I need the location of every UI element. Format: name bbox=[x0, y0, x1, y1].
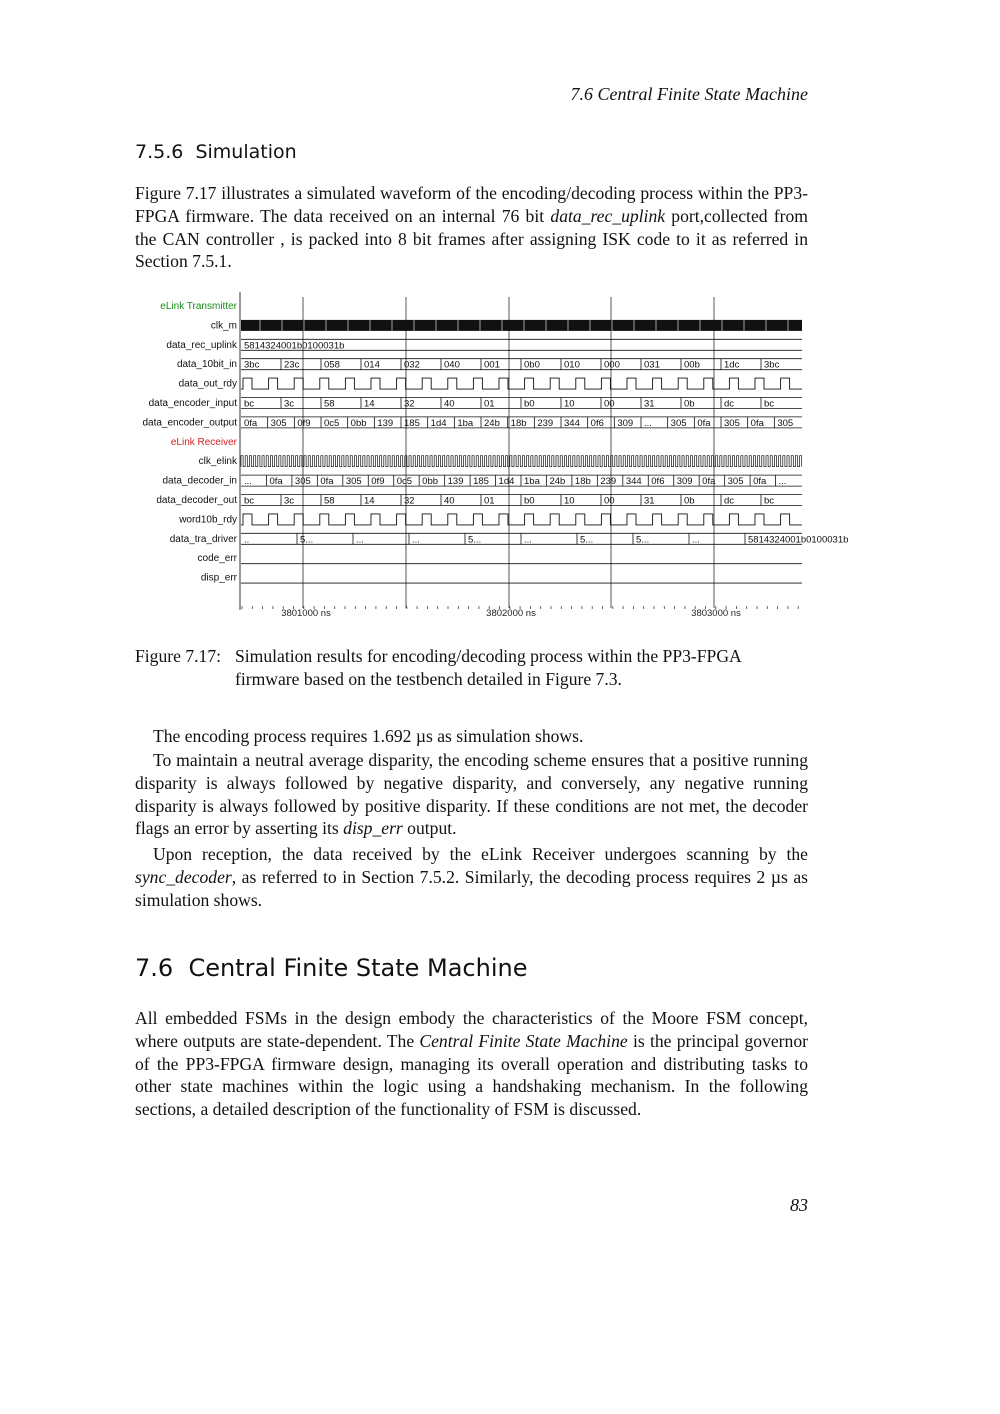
emph-data-rec-uplink: data_rec_uplink bbox=[550, 205, 666, 226]
data-decoder-out-value: b0 bbox=[524, 495, 535, 507]
data-decoder-in-value: 305 bbox=[345, 476, 362, 488]
data-tra-driver-value: 5814324001b0100031b bbox=[748, 534, 849, 546]
data-decoder-in-value: 18b bbox=[574, 476, 591, 488]
data-tra-driver-value: 5... bbox=[300, 534, 314, 546]
signal-label-data-decoder-in: data_decoder_in bbox=[162, 475, 237, 487]
signal-label-data-out-rdy: data_out_rdy bbox=[178, 378, 237, 390]
data-encoder-input-value: dc bbox=[724, 398, 735, 410]
signal-label-clk-elink: clk_elink bbox=[198, 456, 237, 468]
emph-central-fsm: Central Finite State Machine bbox=[419, 1030, 628, 1051]
data-tra-driver-value: 5... bbox=[468, 534, 482, 546]
data-decoder-in-value: 185 bbox=[473, 476, 489, 488]
data-decoder-in-value: 0fa bbox=[702, 476, 716, 488]
chapter-section-title: Central Finite State Machine bbox=[188, 954, 528, 982]
data-encoder-input-value: 00 bbox=[604, 398, 615, 410]
data-encoder-input-value: 0b bbox=[684, 398, 695, 410]
data-rec-uplink-value: 5814324001b0100031b bbox=[244, 340, 345, 352]
data-10bit-in-value: 23c bbox=[284, 359, 300, 371]
page-number: 83 bbox=[790, 1195, 808, 1215]
data-decoder-in-value: 0f9 bbox=[371, 476, 385, 488]
data-encoder-input-value: b0 bbox=[524, 398, 535, 410]
data-encoder-output-value: 1d4 bbox=[430, 417, 447, 429]
data-encoder-output-value: 24b bbox=[484, 417, 500, 429]
data-tra-driver-value: ... bbox=[412, 534, 420, 546]
word10b-rdy-trace bbox=[241, 514, 802, 525]
waveform-svg bbox=[130, 292, 849, 619]
signal-label-elink-transmitter: eLink Transmitter bbox=[160, 301, 237, 312]
data-decoder-in-value: 0fa bbox=[753, 476, 767, 488]
data-decoder-out-value: 58 bbox=[324, 495, 335, 507]
section-title: Simulation bbox=[195, 141, 297, 163]
signal-label-disp-err: disp_err bbox=[200, 572, 237, 584]
data-encoder-output-value: 0fa bbox=[244, 417, 258, 429]
paragraph-encoding-time: The encoding process requires 1.692 µs as simulation shows. bbox=[153, 726, 584, 746]
data-10bit-in-value: 1dc bbox=[724, 359, 740, 371]
data-decoder-out-value: 01 bbox=[484, 495, 495, 507]
data-decoder-out-value: bc bbox=[244, 495, 255, 507]
signal-label-data-encoder-input: data_encoder_input bbox=[148, 398, 237, 409]
running-head: 7.6 Central Finite State Machine bbox=[570, 84, 808, 104]
data-encoder-output-value: 139 bbox=[377, 417, 394, 429]
data-encoder-input-value: 58 bbox=[324, 398, 335, 410]
data-encoder-output-value: 0fa bbox=[697, 417, 711, 429]
data-decoder-in-value: 305 bbox=[727, 476, 744, 488]
data-encoder-output-value: 1ba bbox=[457, 417, 474, 429]
data-encoder-input-value: 01 bbox=[484, 398, 495, 410]
section-number: 7.5.6 bbox=[135, 141, 184, 163]
data-encoder-output-value: 305 bbox=[777, 417, 794, 429]
data-decoder-in-value: ... bbox=[778, 476, 787, 488]
data-decoder-in-value: ... bbox=[244, 476, 252, 488]
data-encoder-input-value: 14 bbox=[364, 398, 375, 410]
data-decoder-in-value: 0f6 bbox=[651, 476, 665, 488]
data-encoder-input-value: 40 bbox=[444, 398, 455, 410]
signal-label-data-rec-uplink: data_rec_uplink bbox=[166, 339, 237, 351]
signal-label-data-tra-driver: data_tra_driver bbox=[169, 533, 237, 545]
data-decoder-in-value: 1ba bbox=[524, 476, 540, 488]
data-decoder-out-value: 40 bbox=[444, 495, 455, 507]
data-decoder-out-value: 31 bbox=[644, 495, 655, 507]
data-encoder-input-value: 32 bbox=[404, 398, 415, 410]
emph-disp-err: disp_err bbox=[343, 818, 403, 839]
data-encoder-output-value: 344 bbox=[564, 417, 580, 429]
data-encoder-output-value: 18b bbox=[510, 417, 527, 429]
clk-elink-trace bbox=[241, 456, 802, 467]
signal-label-word10b-rdy: word10b_rdy bbox=[179, 514, 237, 526]
figure-caption bbox=[135, 645, 808, 691]
data-decoder-out-value: 14 bbox=[364, 495, 375, 507]
data-encoder-output-value: 239 bbox=[537, 417, 554, 429]
data-10bit-in-value: 031 bbox=[644, 359, 660, 371]
section-heading bbox=[135, 141, 297, 163]
data-encoder-output-value: 0fa bbox=[750, 417, 764, 429]
data-encoder-input-value: 31 bbox=[644, 398, 655, 410]
data-decoder-in-value: 24b bbox=[549, 476, 566, 488]
data-tra-driver-value: ... bbox=[524, 534, 532, 546]
data-decoder-out-value: bc bbox=[764, 495, 775, 507]
data-decoder-in-value: 309 bbox=[676, 476, 693, 488]
data-10bit-in-value: 014 bbox=[364, 359, 380, 371]
signal-label-data-encoder-output: data_encoder_output bbox=[142, 417, 237, 429]
data-tra-driver-value: 5... bbox=[636, 534, 650, 546]
data-10bit-in-value: 032 bbox=[404, 359, 420, 371]
data-encoder-input-value: 10 bbox=[564, 398, 575, 410]
data-10bit-in-value: 3bc bbox=[764, 359, 780, 371]
time-tick-label: 3801000 ns bbox=[281, 608, 331, 619]
data-encoder-output-value: 305 bbox=[270, 417, 287, 429]
data-encoder-output-value: 0f6 bbox=[590, 417, 604, 429]
data-encoder-input-value: bc bbox=[244, 398, 255, 410]
data-10bit-in-value: 040 bbox=[444, 359, 460, 371]
data-encoder-output-value: 309 bbox=[617, 417, 634, 429]
caption-label: Figure 7.17: bbox=[135, 646, 222, 666]
data-10bit-in-value: 010 bbox=[564, 359, 580, 371]
data-encoder-output-value: 305 bbox=[670, 417, 687, 429]
data-decoder-out-value: dc bbox=[724, 495, 735, 507]
time-tick-label: 3803000 ns bbox=[691, 608, 741, 619]
data-10bit-in-value: 0b0 bbox=[524, 359, 540, 371]
chapter-section-heading bbox=[135, 954, 527, 982]
signal-label-code-err: code_err bbox=[197, 553, 237, 565]
data-encoder-input-value: bc bbox=[764, 398, 775, 410]
data-encoder-output-value: 185 bbox=[404, 417, 420, 429]
time-tick-label: 3802000 ns bbox=[486, 608, 536, 619]
data-decoder-in-value: 139 bbox=[447, 476, 464, 488]
data-encoder-input-value: 3c bbox=[284, 398, 295, 410]
data-10bit-in-value: 058 bbox=[324, 359, 340, 371]
data-decoder-in-value: 0c5 bbox=[396, 476, 413, 488]
data-encoder-output-value: 0f9 bbox=[297, 417, 311, 429]
data-tra-driver-value: .. bbox=[244, 534, 250, 546]
signal-label-clk-m: clk_m bbox=[210, 320, 237, 332]
data-10bit-in-value: 000 bbox=[604, 359, 620, 371]
data-encoder-output-value: ... bbox=[644, 417, 652, 429]
data-decoder-in-value: 344 bbox=[625, 476, 642, 488]
data-decoder-out-value: 3c bbox=[284, 495, 295, 507]
data-10bit-in-value: 001 bbox=[484, 359, 500, 371]
data-10bit-in-value: 3bc bbox=[244, 359, 260, 371]
signal-label-elink-receiver: eLink Receiver bbox=[170, 436, 237, 448]
clk-m-trace bbox=[241, 320, 802, 331]
signal-label-data-decoder-out: data_decoder_out bbox=[156, 495, 237, 506]
data-encoder-output-value: 0c5 bbox=[324, 417, 340, 429]
data-decoder-in-value: 305 bbox=[294, 476, 311, 488]
data-decoder-out-value: 00 bbox=[604, 495, 615, 507]
emph-sync-decoder: sync_decoder bbox=[135, 866, 232, 887]
data-decoder-in-value: 0fa bbox=[269, 476, 283, 488]
waveform-figure bbox=[130, 292, 849, 619]
data-decoder-in-value: 239 bbox=[600, 476, 617, 488]
signal-label-data-10bit-in: data_10bit_in bbox=[176, 359, 237, 371]
caption-text: Simulation results for encoding/decoding process within the PP3-FPGA firmware based on the testbench detailed in Figure 7.3. bbox=[235, 646, 741, 689]
data-decoder-in-value: 1d4 bbox=[498, 476, 515, 488]
data-decoder-out-value: 0b bbox=[684, 495, 695, 507]
data-tra-driver-value: ... bbox=[356, 534, 364, 546]
data-decoder-in-value: 0fa bbox=[320, 476, 334, 488]
paragraph-reception: Upon reception, the data received by the eLink Receiver undergoes scanning by the sync_decoder, as referred to in Section 7.5.2. Similarly, the decoding process requires 2 µs as simulation shows. bbox=[135, 844, 808, 910]
data-out-rdy-trace bbox=[241, 378, 802, 389]
data-encoder-output-value: 0bb bbox=[350, 417, 367, 429]
data-tra-driver-value: ... bbox=[692, 534, 700, 546]
paragraph-disparity: To maintain a neutral average disparity, the encoding scheme ensures that a positive running disparity is always followed by negative disparity, and conversely, any negative running disparity is always followed by positive disparity. If these conditions are not met, the decoder flags an error by asserting its disp_err output. bbox=[135, 750, 808, 839]
data-decoder-out-value: 32 bbox=[404, 495, 415, 507]
data-encoder-output-value: 305 bbox=[724, 417, 740, 429]
paragraph-fsm: All embedded FSMs in the design embody the characteristics of the Moore FSM concept, where outputs are state-dependent. The Central Finite State Machine is the principal governor of the PP3-FPGA firmware design, managing its overall operation and distributing tasks to other state machines within the logic using a handshaking mechanism. In the following sections, a detailed description of the functionality of FSM is discussed. bbox=[135, 1008, 808, 1120]
paragraph-intro: Figure 7.17 illustrates a simulated waveform of the encoding/decoding process within the PP3-FPGA firmware. The data received on an internal 76 bit data_rec_uplink port,collected from the CAN controller , is packed into 8 bit frames after assigning ISK code to it as referred in Section 7.5.1. bbox=[135, 183, 808, 272]
data-decoder-in-value: 0bb bbox=[422, 476, 439, 488]
chapter-section-number: 7.6 bbox=[135, 954, 174, 982]
data-10bit-in-value: 00b bbox=[684, 359, 700, 371]
data-decoder-out-value: 10 bbox=[564, 495, 575, 507]
data-tra-driver-value: 5... bbox=[580, 534, 594, 546]
